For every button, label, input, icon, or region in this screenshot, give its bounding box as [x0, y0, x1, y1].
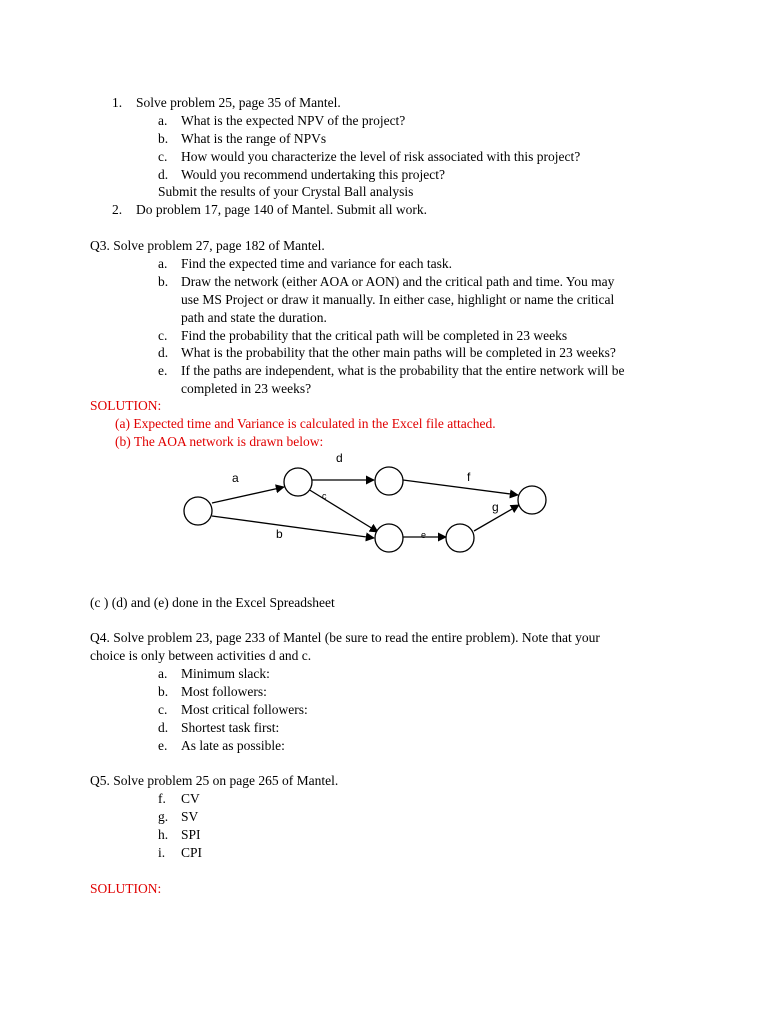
- q3-title: Q3. Solve problem 27, page 182 of Mantel.: [90, 238, 325, 253]
- q3-item-b-letter: b.: [158, 274, 169, 289]
- node-1: [184, 497, 212, 525]
- edge-label-e: e: [421, 530, 427, 540]
- q2-number: 2.: [112, 202, 123, 217]
- q1-text: Solve problem 25, page 35 of Mantel.: [136, 95, 341, 110]
- edge-c: [308, 489, 378, 532]
- edge-label-c: c: [322, 491, 327, 501]
- q5-item-f: CV: [181, 791, 200, 806]
- q3-solution-b: (b) The AOA network is drawn below:: [115, 434, 324, 449]
- q3-item-b-line-1: Draw the network (either AOA or AON) and the critical path and time. You may: [181, 274, 615, 289]
- q1-item-b: What is the range of NPVs: [181, 131, 327, 146]
- q4-item-e-letter: e.: [158, 738, 168, 753]
- q1-item-c: How would you characterize the level of risk associated with this project?: [181, 149, 581, 164]
- edge-b: [212, 516, 374, 538]
- q5-item-i-letter: i.: [158, 845, 166, 860]
- q3-item-e-line-2: completed in 23 weeks?: [181, 381, 312, 396]
- q5-item-g-letter: g.: [158, 809, 169, 824]
- q3-item-b-line-3: path and state the duration.: [181, 310, 327, 325]
- q4-item-d-letter: d.: [158, 720, 169, 735]
- q3-item-d-letter: d.: [158, 345, 169, 360]
- node-6: [518, 486, 546, 514]
- edge-label-f: f: [467, 470, 471, 484]
- q3-item-c: Find the probability that the critical path will be completed in 23 weeks: [181, 328, 568, 343]
- q3-item-a-letter: a.: [158, 256, 168, 271]
- q1-item-a: What is the expected NPV of the project?: [181, 113, 406, 128]
- edge-label-b: b: [276, 527, 283, 541]
- note-cde: (c ) (d) and (e) done in the Excel Spreadsheet: [90, 595, 335, 610]
- q4-title-line-2: choice is only between activities d and c.: [90, 648, 312, 663]
- q5-solution-label: SOLUTION:: [90, 881, 162, 896]
- node-4: [375, 524, 403, 552]
- q4-title-line-1: Q4. Solve problem 23, page 233 of Mantel (be sure to read the entire problem). Note that your: [90, 630, 600, 645]
- q5-item-f-letter: f.: [158, 791, 166, 806]
- q4-item-a-letter: a.: [158, 666, 168, 681]
- edge-f: [403, 480, 518, 495]
- node-3: [375, 467, 403, 495]
- q3-item-a: Find the expected time and variance for each task.: [181, 256, 453, 271]
- q1-item-a-letter: a.: [158, 113, 168, 128]
- q3-solution-label: SOLUTION:: [90, 398, 162, 413]
- edge-a: [212, 487, 284, 503]
- q3-item-d: What is the probability that the other main paths will be completed in 23 weeks?: [181, 345, 616, 360]
- q4-item-d: Shortest task first:: [181, 720, 280, 735]
- q3-item-c-letter: c.: [158, 328, 168, 343]
- q4-item-b-letter: b.: [158, 684, 169, 699]
- q5-item-g: SV: [181, 809, 199, 824]
- q5-title: Q5. Solve problem 25 on page 265 of Mantel.: [90, 773, 339, 788]
- node-2: [284, 468, 312, 496]
- q1-item-d-letter: d.: [158, 167, 169, 182]
- q4-item-c: Most critical followers:: [181, 702, 308, 717]
- edge-label-d: d: [336, 451, 343, 465]
- q1-item-d: Would you recommend undertaking this project?: [181, 167, 445, 182]
- q3-solution-a: (a) Expected time and Variance is calculated in the Excel file attached.: [115, 416, 496, 431]
- q2-text: Do problem 17, page 140 of Mantel. Submit all work.: [136, 202, 427, 217]
- q1-item-b-letter: b.: [158, 131, 169, 146]
- q1-number: 1.: [112, 95, 123, 110]
- q1-item-c-letter: c.: [158, 149, 168, 164]
- node-5: [446, 524, 474, 552]
- q4-item-c-letter: c.: [158, 702, 168, 717]
- q3-item-b-line-2: use MS Project or draw it manually. In either case, highlight or name the critical: [181, 292, 615, 307]
- q3-item-e-line-1: If the paths are independent, what is the probability that the entire network will be: [181, 363, 625, 378]
- q5-item-h: SPI: [181, 827, 201, 842]
- edge-label-a: a: [232, 471, 239, 485]
- q5-item-h-letter: h.: [158, 827, 169, 842]
- q1-submit-note: Submit the results of your Crystal Ball analysis: [158, 184, 414, 199]
- q4-item-b: Most followers:: [181, 684, 267, 699]
- q4-item-e: As late as possible:: [181, 738, 285, 753]
- q5-item-i: CPI: [181, 845, 203, 860]
- q4-item-a: Minimum slack:: [181, 666, 270, 681]
- q3-item-e-letter: e.: [158, 363, 168, 378]
- edge-label-g: g: [492, 500, 499, 514]
